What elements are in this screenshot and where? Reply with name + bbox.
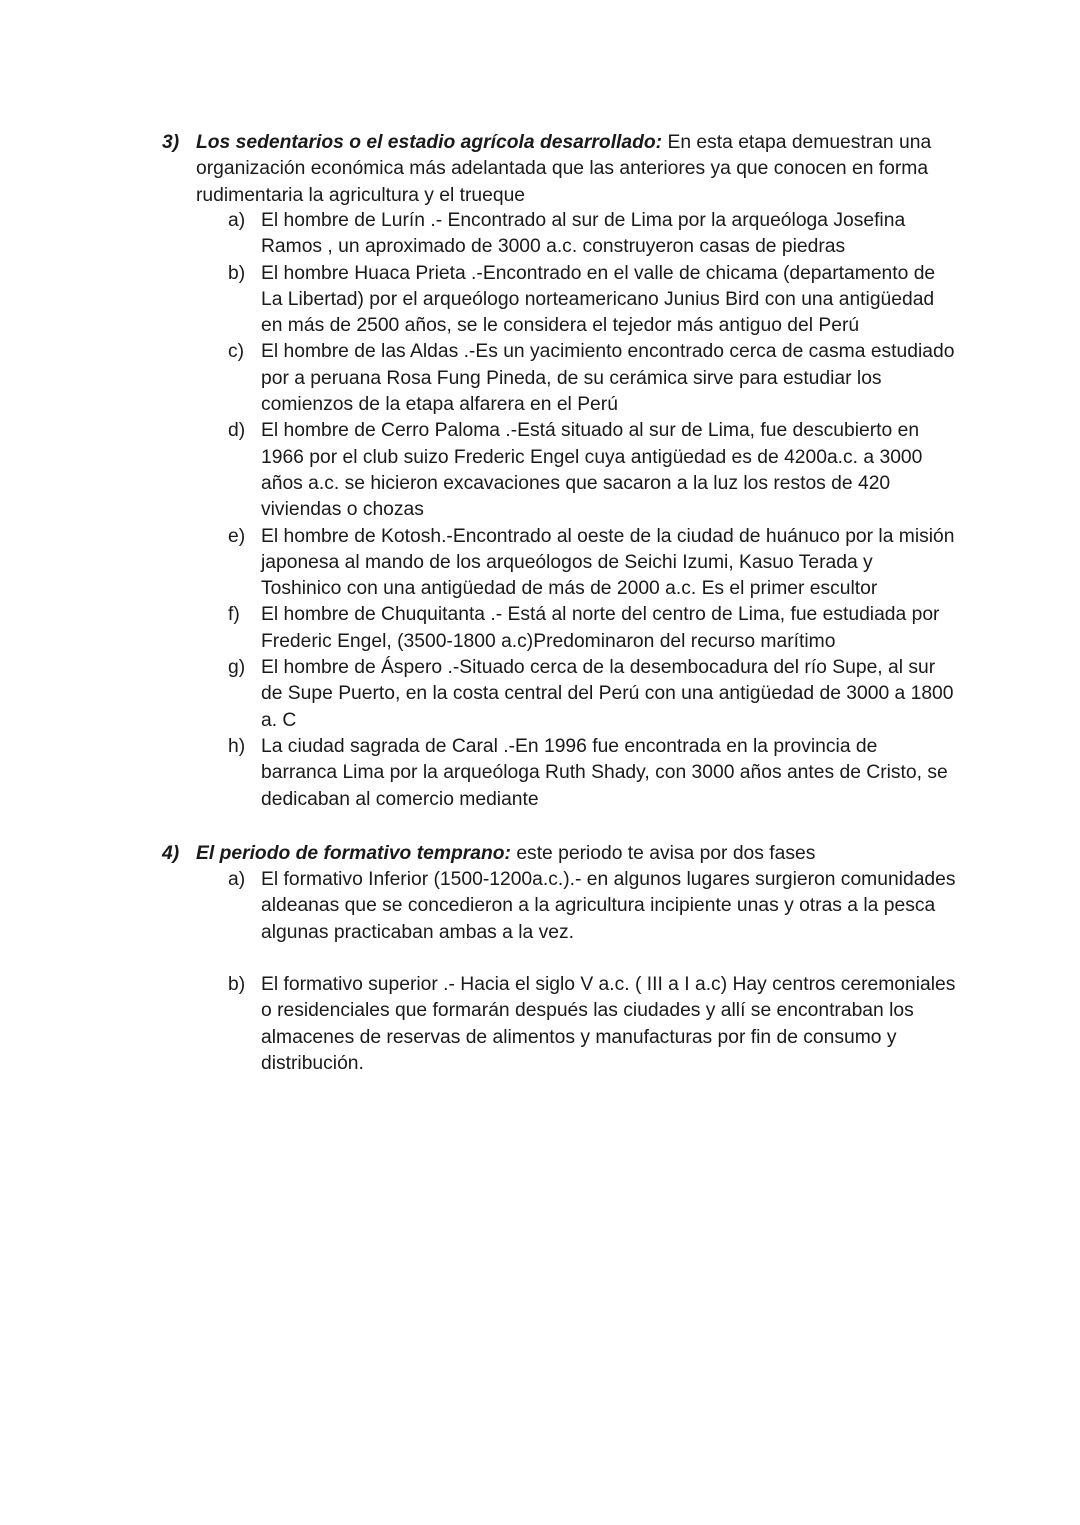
section-3-number: 3) (162, 132, 180, 153)
section-4-paragraph (196, 841, 962, 867)
list-item (228, 655, 958, 734)
list-item-letter: g) (228, 657, 246, 679)
list-item-letter: e) (228, 525, 246, 547)
section-4-heading: El periodo de formativo temprano: (196, 843, 511, 864)
section-3-list (228, 208, 958, 813)
list-item-letter: d) (228, 420, 246, 442)
list-item-text: El hombre Huaca Prieta .-Encontrado en el valle de chicama (departamento de La Libertad) por el arqueólogo norteamericano Junius Bird con una antigüedad en más de 2500 años, se le considera el tejedor más antiguo del Perú (261, 262, 936, 337)
section-4-list-continued (228, 972, 958, 1077)
list-item (228, 972, 958, 1077)
list-item (228, 339, 958, 418)
list-item-text: El hombre de Kotosh.-Encontrado al oeste de la ciudad de huánuco por la misión japonesa al mando de los arqueólogos de Seichi Izumi, Kasuo Terada y Toshinico con una antigüedad de más de 2000 a.c. Es el primer escultor (261, 525, 955, 600)
list-item-text: El formativo Inferior (1500-1200a.c.).- en algunos lugares surgieron comunidades aldeanas que se concedieron a la agricultura incipiente unas y otras a la pesca algunas practicaban ambas a la vez. (261, 869, 956, 943)
list-item-text: El hombre de Chuquitanta .- Está al norte del centro de Lima, fue estudiada por Frederic Engel, (3500-1800 a.c)Predominaron del recurso marítimo (261, 604, 940, 652)
list-item-text: El hombre de Áspero .-Situado cerca de la desembocadura del río Supe, al sur de Supe Puerto, en la costa central del Perú con una antigüedad de 3000 a 1800 a. C (261, 657, 954, 731)
list-item-letter: b) (228, 974, 246, 995)
list-item-text: La ciudad sagrada de Caral .-En 1996 fue encontrada en la provincia de barranca Lima por la arqueóloga Ruth Shady, con 3000 años antes de Cristo, se dedicaban al comercio mediante (261, 735, 948, 810)
section-3-paragraph (196, 130, 962, 209)
section-4-list (228, 867, 958, 946)
list-item (228, 524, 958, 603)
list-item (228, 418, 958, 523)
list-item (228, 602, 958, 655)
list-item (228, 734, 958, 813)
section-4-text: este periodo te avisa por dos fases (510, 843, 816, 864)
list-item-letter: f) (228, 604, 240, 626)
list-item-text: El hombre de Cerro Paloma .-Está situado al sur de Lima, fue descubierto en 1966 por el club suizo Frederic Engel cuya antigüedad es de 4200a.c. a 3000 años a.c. se hicieron excavaciones que sacaron a la luz los restos de 420 viviendas o chozas (261, 420, 923, 521)
list-item (228, 867, 958, 946)
list-item-letter: a) (228, 210, 246, 231)
list-item-letter: b) (228, 262, 246, 284)
section-4-intro (162, 841, 962, 867)
section-4-number: 4) (162, 843, 180, 864)
list-item-letter: h) (228, 735, 246, 757)
list-item (228, 261, 958, 340)
section-3-text: En esta etapa demuestran una organización económica más adelantada que las anteriores ya que conocen en forma rudimentaria la agricultura y el trueque (196, 132, 932, 206)
section-3-heading: Los sedentarios o el estadio agrícola desarrollado: (196, 132, 663, 153)
list-item (228, 208, 958, 261)
list-item-text: El formativo superior .- Hacia el siglo V a.c. ( III a I a.c) Hay centros ceremoniales o residenciales que formarán después las ciudades y allí se encontraban los almacenes de reservas de alimentos y manufacturas por fin de consumo y distribución. (261, 974, 956, 1074)
list-item-text: El hombre de las Aldas .-Es un yacimiento encontrado cerca de casma estudiado por a peruana Rosa Fung Pineda, de su cerámica sirve para estudiar los comienzos de la etapa alfarera en el Perú (261, 341, 955, 416)
list-item-letter: a) (228, 869, 246, 890)
list-item-text: El hombre de Lurín .- Encontrado al sur de Lima por la arqueóloga Josefina Ramos , un aproximado de 3000 a.c. construyeron casas de piedras (261, 210, 906, 258)
list-item-letter: c) (228, 341, 245, 363)
section-3-intro (162, 130, 962, 209)
